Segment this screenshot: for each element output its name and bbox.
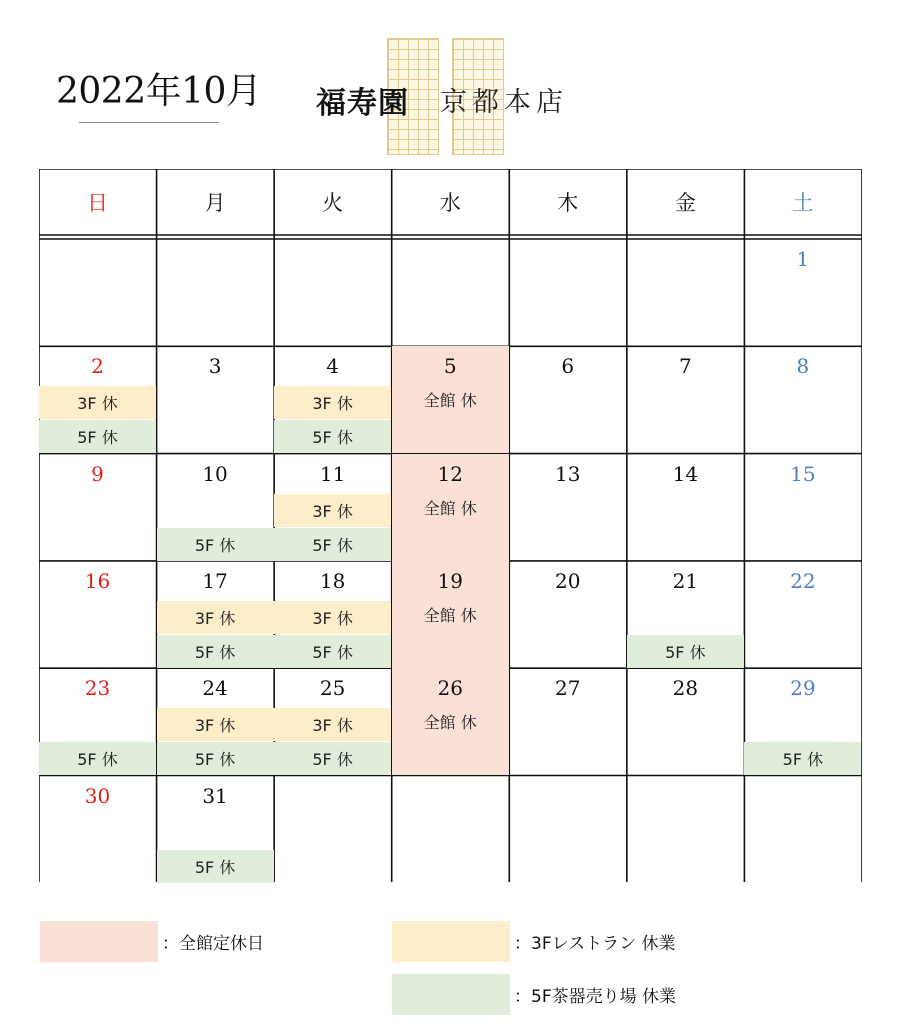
weekday-header: 金 xyxy=(674,191,696,215)
day-number: 22 xyxy=(790,568,816,593)
closed-5f-band: 5F 休 xyxy=(627,635,744,668)
brand-logo: 福寿園 xyxy=(316,86,409,121)
day-number: 2 xyxy=(91,354,104,379)
day-number: 17 xyxy=(202,568,228,593)
title-underline xyxy=(79,122,219,123)
day-number: 9 xyxy=(91,461,104,486)
closed-all-band: 全館 休 xyxy=(392,454,509,561)
legend-swatch xyxy=(392,921,510,962)
closed-5f-band: 5F 休 xyxy=(157,635,274,668)
day-number: 3 xyxy=(208,354,222,379)
weekday-header: 火 xyxy=(322,191,344,215)
day-number: 11 xyxy=(319,461,346,486)
weekday-header: 木 xyxy=(557,191,579,215)
legend-swatch xyxy=(40,921,158,962)
day-number: 20 xyxy=(555,568,581,593)
closed-3f-band: 3F 休 xyxy=(274,386,391,419)
closed-5f-band: 5F 休 xyxy=(157,528,274,561)
closed-3f-band: 3F 休 xyxy=(274,708,391,741)
day-number: 30 xyxy=(84,783,111,808)
closed-5f-band: 5F 休 xyxy=(274,420,391,453)
day-number: 31 xyxy=(202,783,228,808)
day-number: 23 xyxy=(84,676,111,701)
closed-3f-band: 3F 休 xyxy=(157,601,274,634)
day-number: 14 xyxy=(672,461,699,486)
day-number: 8 xyxy=(796,354,810,379)
day-number: 28 xyxy=(672,676,699,701)
day-number: 12 xyxy=(437,461,463,486)
weekday-header: 水 xyxy=(439,191,461,215)
day-number: 7 xyxy=(678,354,692,379)
day-number: 29 xyxy=(790,676,816,701)
weekday-header: 日 xyxy=(87,191,108,215)
page-title: 2022年10月 xyxy=(56,71,262,112)
day-number: 21 xyxy=(672,568,699,593)
day-number: 16 xyxy=(84,568,111,593)
legend-label: ：全館定休日 xyxy=(162,934,264,954)
store-name: 京都本店 xyxy=(440,87,568,118)
closed-5f-band: 5F 休 xyxy=(157,742,274,775)
legend-label: ：5F茶器売り場 休業 xyxy=(514,987,676,1007)
closed-3f-band: 3F 休 xyxy=(39,386,156,419)
weekday-header: 月 xyxy=(204,191,226,215)
closed-5f-band: 5F 休 xyxy=(157,850,274,883)
closed-5f-band: 5F 休 xyxy=(744,742,861,775)
closed-5f-band: 5F 休 xyxy=(274,635,391,668)
closed-3f-band: 3F 休 xyxy=(157,708,274,741)
closed-all-band: 全館 休 xyxy=(392,668,509,775)
day-number: 26 xyxy=(437,676,463,701)
day-number: 19 xyxy=(437,568,463,593)
day-number: 5 xyxy=(443,354,457,379)
day-number: 10 xyxy=(202,461,228,486)
weekday-header: 土 xyxy=(792,191,814,215)
legend-label: ：3Fレストラン 休業 xyxy=(514,934,676,954)
day-number: 18 xyxy=(319,568,346,593)
day-number: 1 xyxy=(796,247,810,271)
day-number: 15 xyxy=(790,461,816,486)
day-number: 6 xyxy=(561,354,575,379)
day-number: 27 xyxy=(555,676,581,701)
day-number: 13 xyxy=(555,461,581,486)
closed-5f-band: 5F 休 xyxy=(274,742,391,775)
closed-all-band: 全館 休 xyxy=(392,346,509,453)
day-number: 25 xyxy=(319,676,346,701)
closed-all-band: 全館 休 xyxy=(392,561,509,668)
closed-3f-band: 3F 休 xyxy=(274,601,391,634)
day-number: 24 xyxy=(202,676,228,701)
closed-5f-band: 5F 休 xyxy=(39,420,156,453)
closed-5f-band: 5F 休 xyxy=(39,742,156,775)
day-number: 4 xyxy=(326,354,339,379)
legend-swatch xyxy=(392,974,510,1015)
closed-3f-band: 3F 休 xyxy=(274,494,391,527)
closed-5f-band: 5F 休 xyxy=(274,528,391,561)
